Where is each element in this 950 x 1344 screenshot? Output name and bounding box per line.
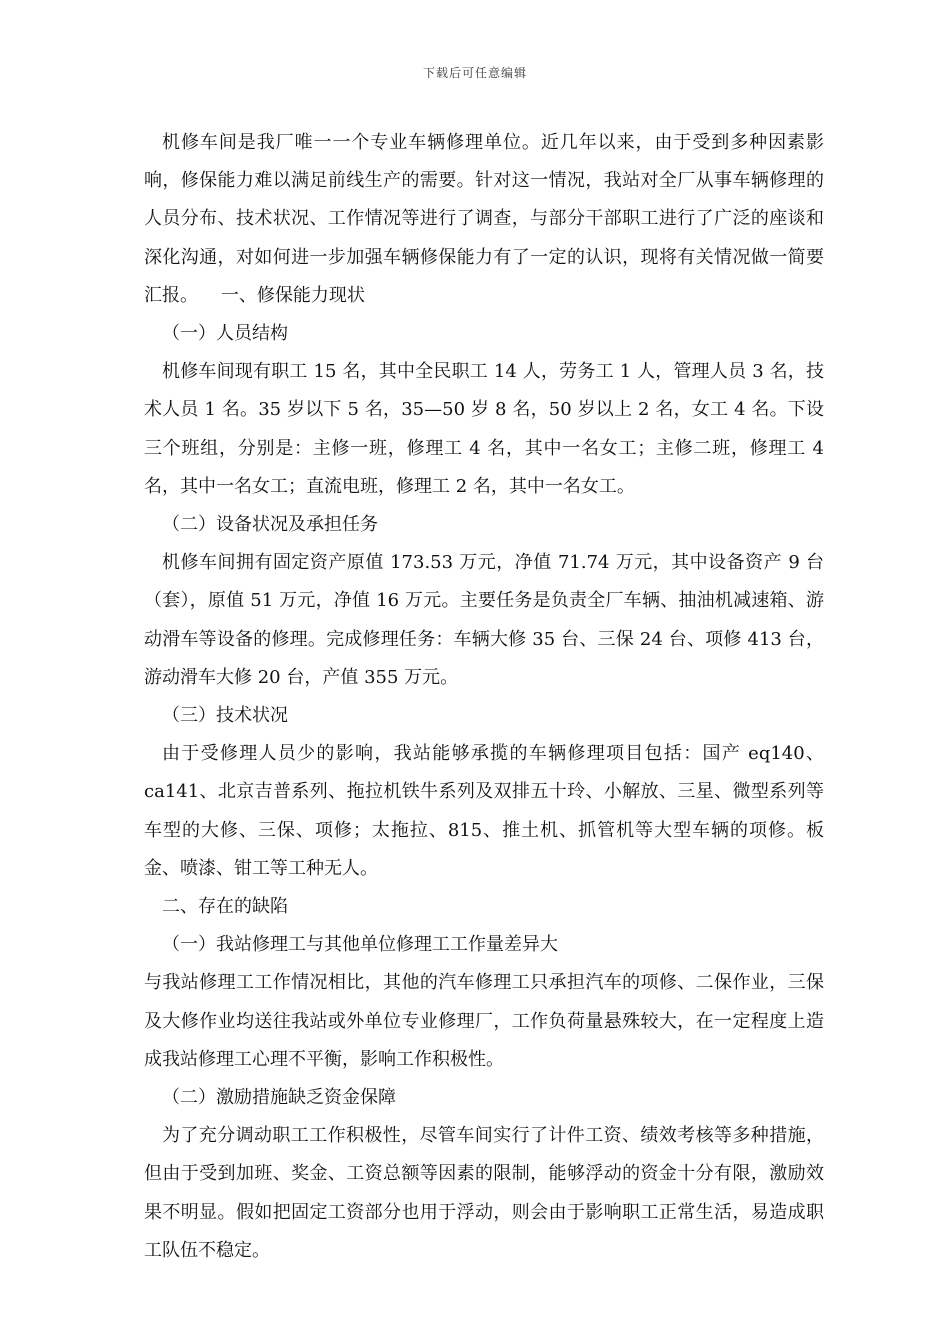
section-1-3-heading: （三）技术状况	[162, 705, 288, 727]
section-1-3-paragraph: 由于受修理人员少的影响，我站能够承揽的车辆修理项目包括：国产 eq140、ca141、北京吉普系列、拖拉机铁牛系列及双排五十玲、小解放、三星、微型系列等车型的大修、三保、项修；太拖拉、815、推土机、抓管机等大型车辆的项修。板金、喷漆、钳工等工种无人。	[144, 743, 824, 879]
section-1-2-heading: （二）设备状况及承担任务	[162, 514, 378, 536]
section-1-2-paragraph: 机修车间拥有固定资产原值 173.53 万元，净值 71.74 万元，其中设备资产 9 台（套），原值 51 万元，净值 16 万元。主要任务是负责全厂车辆、抽油机减速箱、游动滑车等设备的修理。完成修理任务：车辆大修 35 台、三保 24 台、项修 413 台，游动滑车大修 20 台，产值 355 万元。	[144, 552, 824, 688]
page-header-note: 下载后可任意编辑	[422, 66, 527, 80]
section-2-heading: 二、存在的缺陷	[162, 896, 288, 918]
intro-paragraph: 机修车间是我厂唯一一个专业车辆修理单位。近几年以来，由于受到多种因素影响，修保能力难以满足前线生产的需要。针对这一情况，我站对全厂从事车辆修理的人员分布、技术状况、工作情况等进行了调查，与部分干部职工进行了广泛的座谈和深化沟通，对如何进一步加强车辆修保能力有了一定的认识，现将有关情况做一简要汇报。 一、修保能力现状	[144, 132, 824, 306]
section-1-1-heading: （一）人员结构	[162, 323, 288, 345]
section-1-1-paragraph: 机修车间现有职工 15 名，其中全民职工 14 人，劳务工 1 人，管理人员 3 名，技术人员 1 名。35 岁以下 5 名，35—50 岁 8 名，50 岁以上 2 名，女工 4 名。下设三个班组，分别是：主修一班，修理工 4 名，其中一名女工；主修二班，修理工 4 名，其中一名女工；直流电班，修理工 2 名，其中一名女工。	[144, 361, 830, 497]
section-2-1-paragraph: 与我站修理工工作情况相比，其他的汽车修理工只承担汽车的项修、二保作业，三保及大修作业均送往我站或外单位专业修理厂，工作负荷量悬殊较大，在一定程度上造成我站修理工心理不平衡，影响工作积极性。	[144, 972, 824, 1070]
section-2-2-paragraph: 为了充分调动职工工作积极性，尽管车间实行了计件工资、绩效考核等多种措施，但由于受到加班、奖金、工资总额等因素的限制，能够浮动的资金十分有限，激励效果不明显。假如把固定工资部分也用于浮动，则会由于影响职工正常生活，易造成职工队伍不稳定。	[144, 1125, 824, 1261]
document-body	[144, 124, 830, 1270]
section-2-1-heading: （一）我站修理工与其他单位修理工工作量差异大	[162, 934, 558, 956]
section-2-2-heading: （二）激励措施缺乏资金保障	[162, 1087, 396, 1109]
